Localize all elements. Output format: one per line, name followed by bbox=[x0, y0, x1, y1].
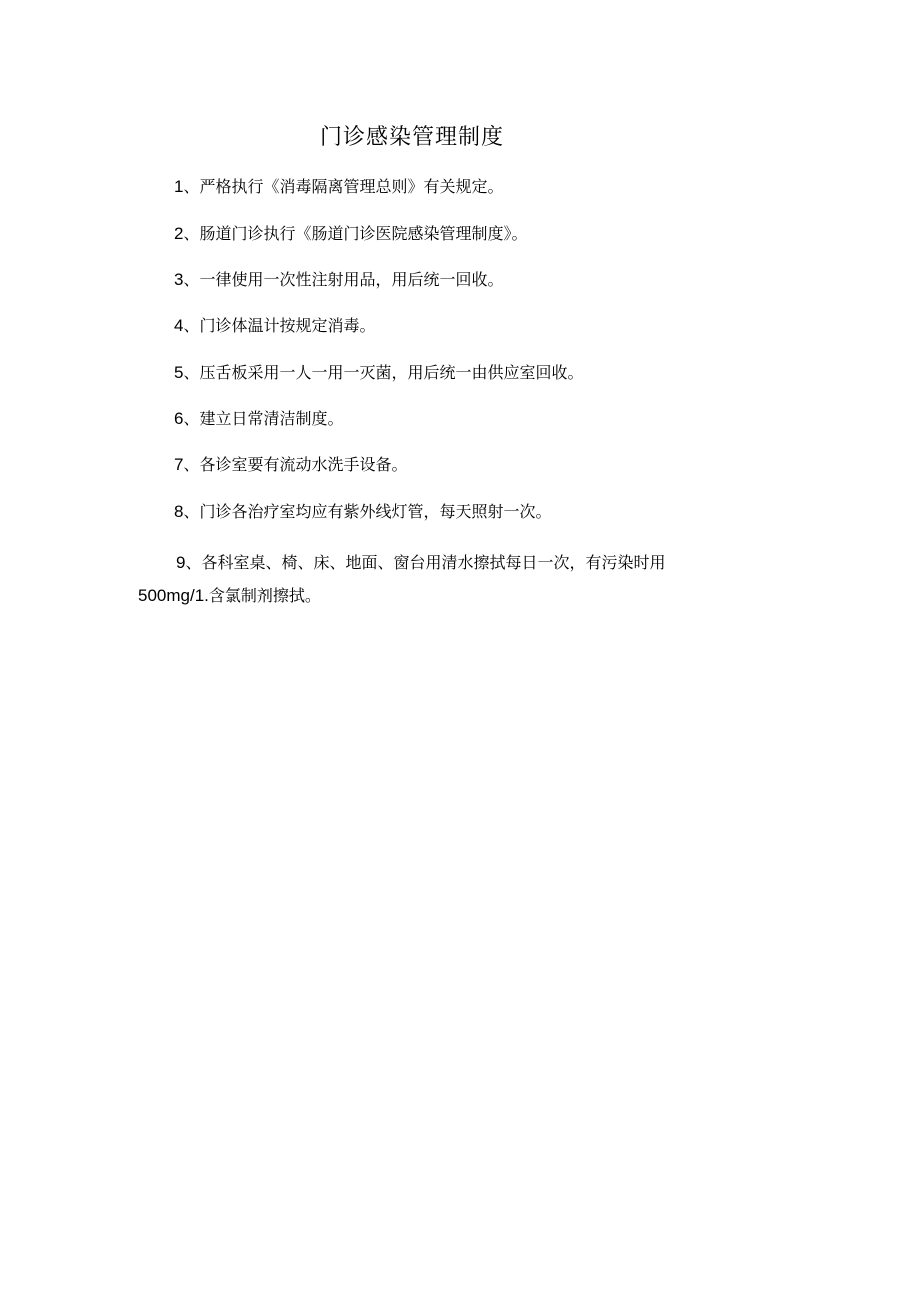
rule-text: 、肠道门诊执行《肠道门诊医院感染管理制度》。 bbox=[183, 224, 528, 243]
rule-text: 、门诊体温计按规定消毒。 bbox=[183, 316, 376, 335]
rule-number: 2 bbox=[174, 224, 184, 243]
rule-item-8 bbox=[174, 500, 794, 524]
rule-number: 9 bbox=[176, 553, 186, 572]
rule-text: 、建立日常清洁制度。 bbox=[183, 409, 344, 428]
rule-item-5 bbox=[174, 361, 794, 385]
rule-item-6 bbox=[174, 407, 794, 431]
rule-number: 6 bbox=[174, 409, 184, 428]
document-title: 门诊感染管理制度 bbox=[319, 125, 504, 150]
rule-item-1 bbox=[174, 175, 794, 199]
rule-text: 、各科室桌、椅、床、地面、窗台用清水擦拭每日一次，有污染时用 bbox=[185, 553, 666, 572]
rule-number: 5 bbox=[174, 363, 184, 382]
rule-line bbox=[138, 579, 758, 612]
rule-item-2 bbox=[174, 222, 794, 246]
dose-value: 500mg/1. bbox=[138, 586, 209, 605]
rule-number: 3 bbox=[174, 270, 184, 289]
rule-item-4 bbox=[174, 314, 794, 338]
rule-text: 、压舌板采用一人一用一灭菌，用后统一由供应室回收。 bbox=[183, 363, 584, 382]
rule-number: 4 bbox=[174, 316, 184, 335]
rule-text: 、各诊室要有流动水洗手设备。 bbox=[183, 455, 408, 474]
rule-text: 、门诊各治疗室均应有紫外线灯管，每天照射一次。 bbox=[183, 502, 552, 521]
rule-item-9 bbox=[138, 546, 758, 612]
rule-text: 、严格执行《消毒隔离管理总则》有关规定。 bbox=[183, 177, 504, 196]
rule-item-3 bbox=[174, 268, 794, 292]
rule-number: 7 bbox=[174, 455, 184, 474]
rule-line bbox=[138, 546, 758, 579]
rule-number: 1 bbox=[174, 177, 184, 196]
rule-text: 、一律使用一次性注射用品，用后统一回收。 bbox=[183, 270, 504, 289]
rule-number: 8 bbox=[174, 502, 184, 521]
rule-item-7 bbox=[174, 453, 794, 477]
rule-text: 含氯制剂擦拭。 bbox=[208, 586, 321, 605]
